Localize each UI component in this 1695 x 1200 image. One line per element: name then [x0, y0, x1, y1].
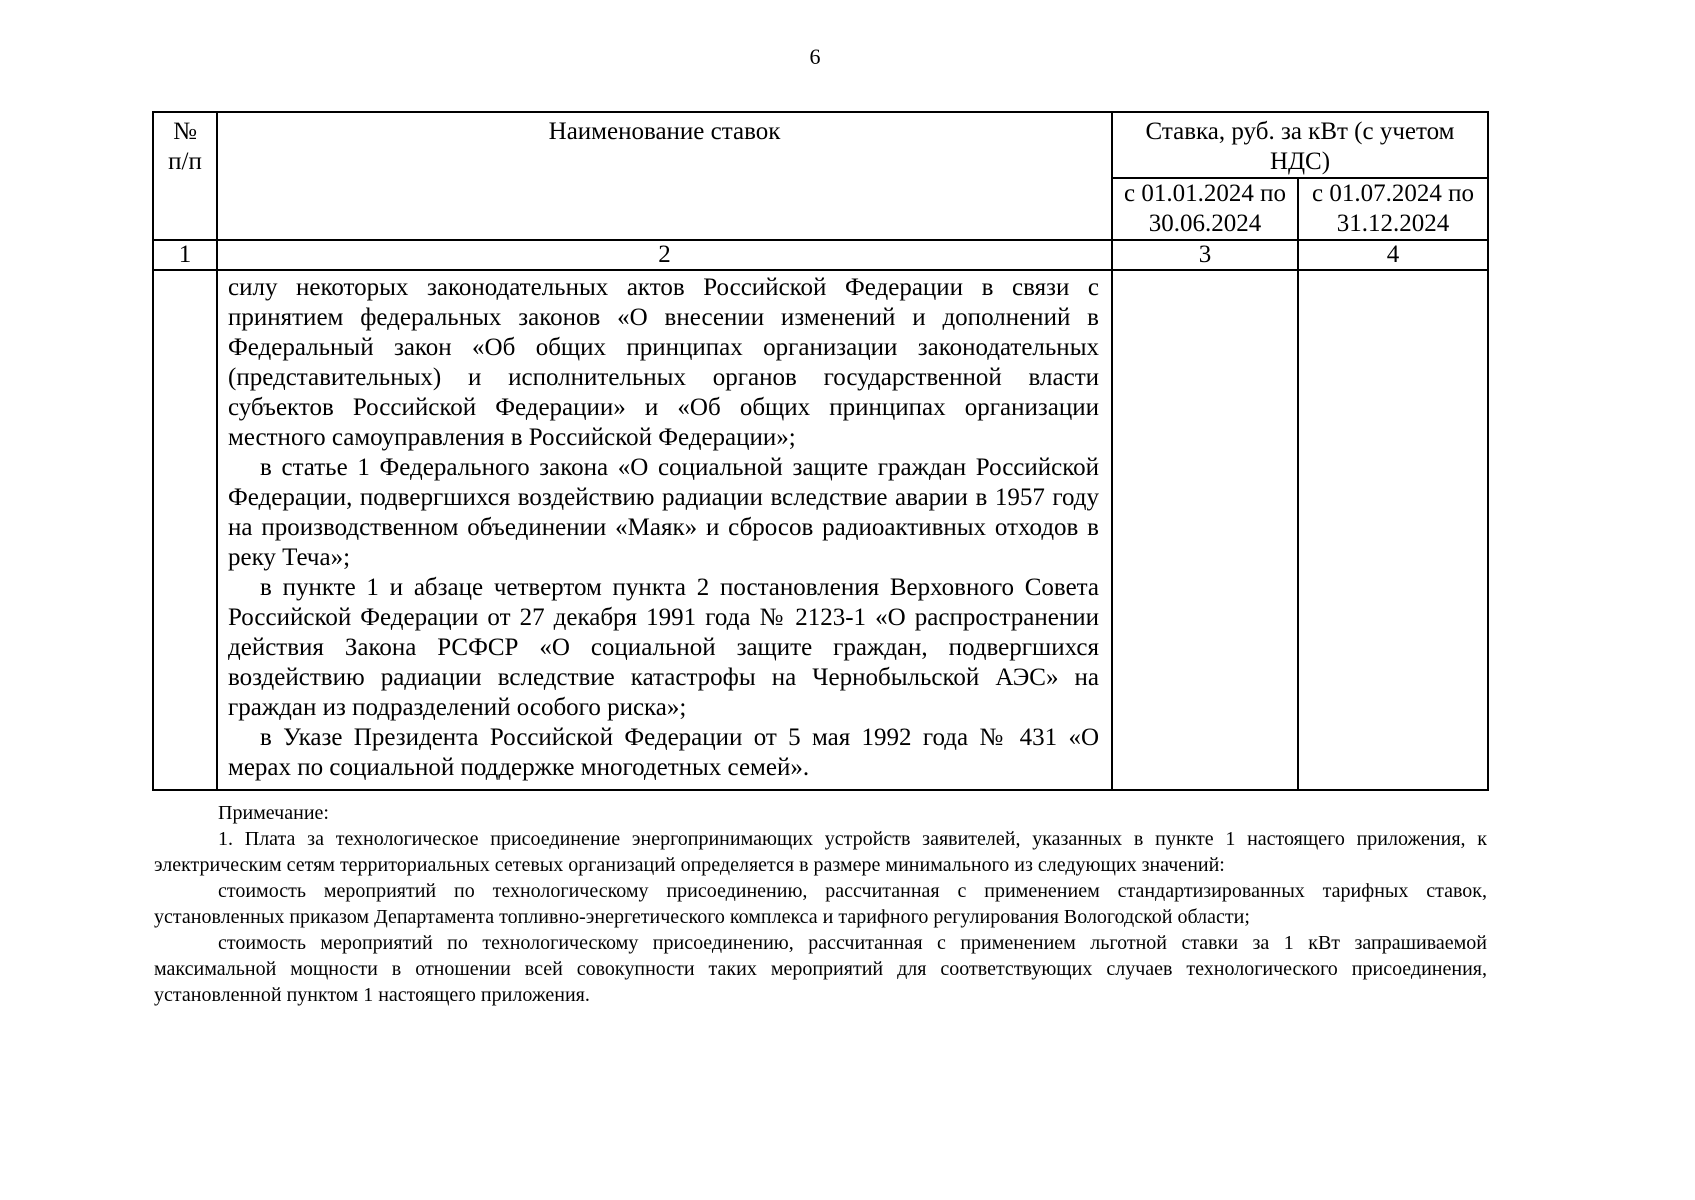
table-header-row: [153, 112, 1488, 178]
note-paragraph: 1. Плата за технологическое присоединение энергопринимающих устройств заявителей, указанных в пункте 1 настоящего приложения, к электрическим сетям территориальных сетевых организаций определяется в размере минимального из следующих значений:: [154, 828, 1487, 876]
header-period1-cell: с 01.01.2024 по 30.06.2024: [1112, 178, 1298, 240]
header-number-cell: № п/п: [153, 112, 217, 240]
rate-period2-cell: [1298, 270, 1488, 790]
header-rate-cell: Ставка, руб. за кВт (с учетом НДС): [1112, 112, 1488, 178]
page-number: 6: [809, 44, 821, 69]
column-index-cell: 1: [153, 240, 217, 270]
description-paragraph: в Указе Президента Российской Федерации от 5 мая 1992 года № 431 «О мерах по социальной поддержке многодетных семей».: [228, 724, 1099, 781]
row-number-cell: [153, 270, 217, 790]
note-paragraph: стоимость мероприятий по технологическому присоединению, рассчитанная с применением стандартизированных тарифных ставок, установленных приказом Департамента топливно-энергетического комплекса и тарифного регулирования Вологодской области;: [154, 880, 1487, 928]
note-paragraph: стоимость мероприятий по технологическому присоединению, рассчитанная с применением льготной ставки за 1 кВт запрашиваемой максимальной мощности в отношении всей совокупности таких мероприятий для соответствующих случаев технологического присоединения, установленной пунктом 1 настоящего приложения.: [154, 932, 1487, 1006]
column-index-row: [153, 240, 1488, 270]
description-paragraph: в пункте 1 и абзаце четвертом пункта 2 постановления Верховного Совета Российской Федерации от 27 декабря 1991 года № 2123-1 «О распространении действия Закона РСФСР «О социальной защите граждан, подвергшихся воздействию радиации вследствие катастрофы на Чернобыльской АЭС» на граждан из подразделений особого риска»;: [228, 574, 1099, 721]
rate-description-cell: [217, 270, 1112, 790]
rates-table: [152, 111, 1489, 791]
description-paragraph: силу некоторых законодательных актов Российской Федерации в связи с принятием федеральных законов «О внесении изменений и дополнений в Федеральный закон «Об общих принципах организации законодательных (представительных) и исполнительных органов государственной власти субъектов Российской Федерации» и «Об общих принципах организации местного самоуправления в Российской Федерации»;: [228, 274, 1099, 451]
notes-section: [154, 800, 1487, 1008]
column-index-cell: 2: [217, 240, 1112, 270]
column-index-cell: 4: [1298, 240, 1488, 270]
table-row: [153, 270, 1488, 790]
column-index-cell: 3: [1112, 240, 1298, 270]
rate-period1-cell: [1112, 270, 1298, 790]
notes-title: Примечание:: [218, 802, 329, 824]
header-name-cell: Наименование ставок: [217, 112, 1112, 240]
header-period2-cell: с 01.07.2024 по 31.12.2024: [1298, 178, 1488, 240]
description-paragraph: в статье 1 Федерального закона «О социальной защите граждан Российской Федерации, подвергшихся воздействию радиации вследствие аварии в 1957 году на производственном объединении «Маяк» и сбросов радиоактивных отходов в реку Теча»;: [228, 454, 1099, 571]
